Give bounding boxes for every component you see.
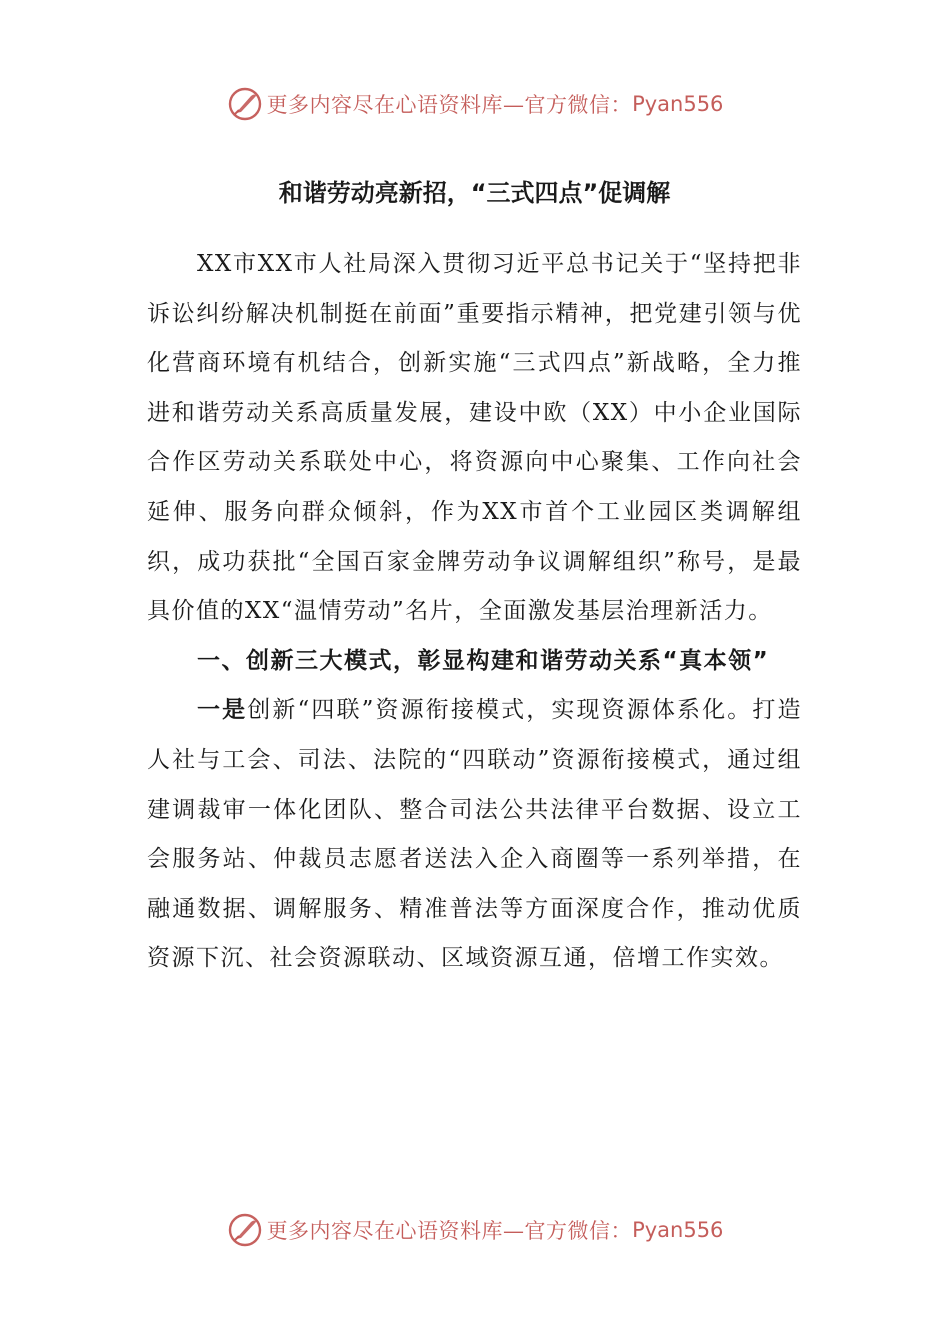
document-body (147, 168, 802, 984)
header-banner (0, 82, 950, 126)
footer-wechat-id: Pyan556 (632, 1218, 724, 1242)
point-paragraph-1 (147, 686, 802, 984)
header-wechat-id: Pyan556 (632, 92, 724, 116)
quill-logo-icon (227, 1212, 263, 1248)
header-banner-text: 更多内容尽在心语资料库—官方微信： (266, 93, 633, 117)
document-title: 和谐劳动亮新招，“三式四点”促调解 (278, 179, 671, 207)
quill-logo-icon (227, 86, 263, 122)
point-text: 创新“四联”资源衔接模式，实现资源体系化。打造人社与工会、司法、法院的“四联动”资源衔接模式，通过组建调裁审一体化团队、整合司法公共法律平台数据、设立工会服务站、仲裁员志愿者送法入企入商圈等一系列举措，在融通数据、调解服务、精准普法等方面深度合作，推动优质资源下沉、社会资源联动、区域资源互通，倍增工作实效。 (147, 697, 802, 972)
section-heading-1: 一、创新三大模式，彰显构建和谐劳动关系“真本领” (197, 647, 770, 674)
intro-paragraph: XX市XX市人社局深入贯彻习近平总书记关于“坚持把非诉讼纠纷解决机制挺在前面”重要指示精神，把党建引领与优化营商环境有机结合，创新实施“三式四点”新战略，全力推进和谐劳动关系高质量发展，建设中欧（XX）中小企业国际合作区劳动关系联处中心，将资源向中心聚集、工作向社会延伸、服务向群众倾斜，作为XX市首个工业园区类调解组织，成功获批“全国百家金牌劳动争议调解组织”称号，是最具价值的XX“温情劳动”名片，全面激发基层治理新活力。 (147, 251, 802, 625)
point-lead: 一是 (197, 697, 248, 724)
footer-banner (0, 1208, 950, 1252)
footer-banner-text: 更多内容尽在心语资料库—官方微信： (266, 1219, 633, 1243)
